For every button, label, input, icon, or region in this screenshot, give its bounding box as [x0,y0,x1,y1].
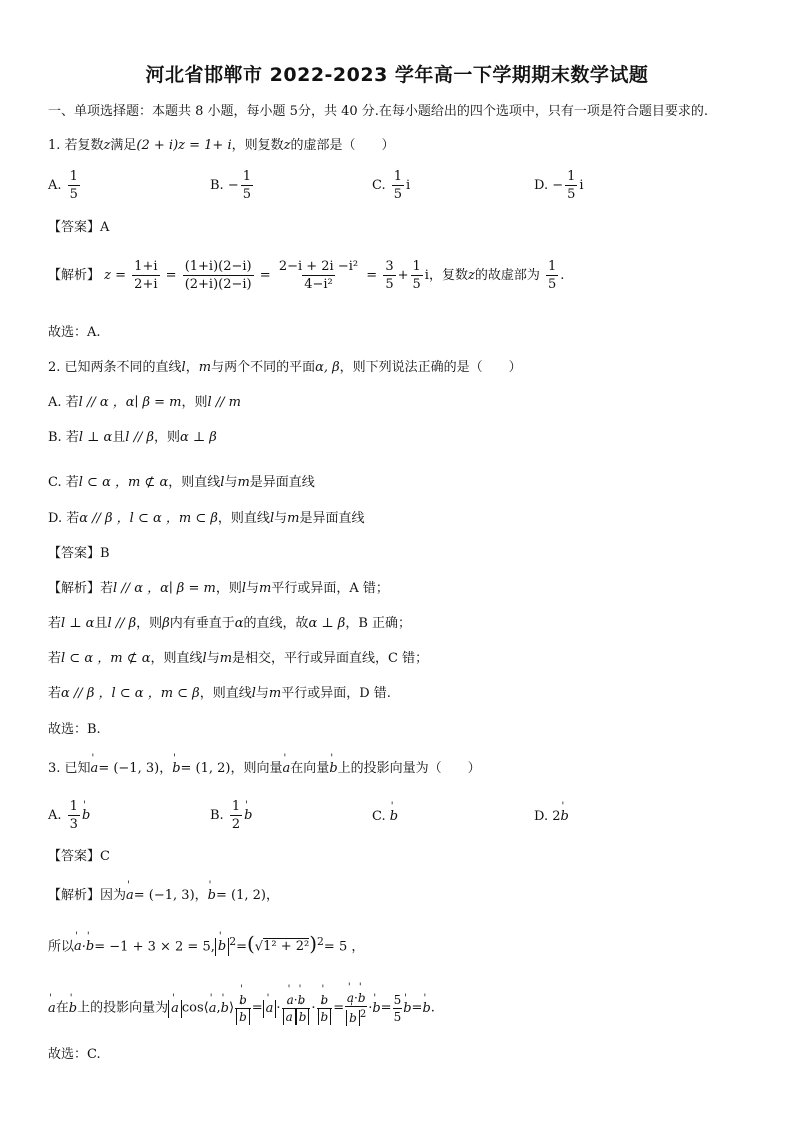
q1-option-d-i: i [579,178,584,193]
q2-stem: 2. 已知两条不同的直线l，m与两个不同的平面α, β，则下列说法正确的是（ ） [48,360,522,375]
q1-explanation-label: 【解析】 [48,268,101,283]
q1-explanation: 【解析】 z = $\frac{1+i}{2+i}$ = $\frac{(1+i)(2-i)}{(2+i)(2-i)}$ = $\frac{\text{2−i + 2i −i²}}{\text{4−i²}}$ = $\frac{3}{5}$ + $\frac{1}{5}$ i，复数z的故虚部为 $\frac{1}{5}$ . [48,259,565,292]
q3-answer: 【答案】C [48,849,110,864]
q3-option-a[interactable]: A. $\frac{1}{3}$ ' b [48,798,90,833]
q2-explanation-1: 【解析】若l // α ，α∣ β = m，则l与m平行或异面，A 错； [48,581,389,596]
q1-option-c[interactable] [372,168,410,203]
q3-explanation-2: 所以' a·' b= −1 + 3 × 2 = 5,' b $^2=(√1^2 + 2^2)^2= 5$ ， [48,933,364,956]
q2-option-b[interactable]: B. 若l ⊥ α且l // β，则α ⊥ β [48,430,217,445]
q1-stem-text: 1. 若复数 [48,138,104,153]
q1-expl-frac-4: $\frac{3}{5}$ [385,259,394,292]
q1-option-a-fraction: $\frac{1}{5}$ [69,169,78,202]
q3-option-d[interactable]: D. 2' b [534,808,569,826]
q1-stem-text-2: 满足 [110,138,137,153]
q1-stem-text-4: 的虚部是（ ） [290,138,395,153]
q2-answer: 【答案】B [48,546,110,561]
q1-option-b-label: B. [210,178,224,193]
q3-explanation-3: ' a在' b上的投影向量为' a cos⟨' a,' b⟩ ' b ' b =' a · ' a·' b ' a' b · ' b ' b = ' a·' b ' b $^2$ ·' b= $\frac{5}{5}$ ' b=' b. [48,990,435,1026]
q1-option-c-label: C. [372,178,386,193]
q1-expl-frac-3: $\frac{\text{2−i + 2i −i²}}{\text{4−i²}}$ [278,259,359,292]
q1-var-z-2: z [283,138,291,153]
q3-vector-a: ' a [91,760,99,778]
q2-option-c[interactable]: C. 若l ⊂ α ，m ⊄ α，则直线l与m是异面直线 [48,475,315,490]
page-title: 河北省邯郸市 2022-2023 学年高一下学期期末数学试题 [145,64,649,86]
q3-explanation-1: 【解析】因为' a= (−1, 3)，' b= (1, 2)， [48,887,279,905]
q1-expl-frac-1: $\frac{1+i}{2+i}$ [134,259,158,292]
q1-equation: (2 + i)z = 1+ i [136,138,232,153]
q1-option-d-fraction: $\frac{1}{5}$ [567,169,576,202]
q2-explanation-3: 若l ⊂ α ，m ⊄ α，则直线l与m是相交，平行或异面直线，C 错； [48,651,429,666]
q1-expl-z: z = [104,268,127,283]
q1-option-d[interactable] [534,168,584,203]
q1-option-b-fraction: $\frac{1}{5}$ [242,169,252,202]
q2-explanation-4: 若α // β ，l ⊂ α ，m ⊂ β，则直线l与m平行或异面，D 错. [48,686,391,701]
q1-option-b[interactable] [210,168,255,203]
q1-expl-frac-6: $\frac{1}{5}$ [547,259,557,292]
q1-option-c-i: i [406,178,411,193]
q2-option-d[interactable]: D. 若α // β ，l ⊂ α ，m ⊂ β，则直线l与m是异面直线 [48,511,365,526]
section-heading: 一、单项选择题：本题共 8 小题，每小题 5分，共 40 分.在每小题给出的四个选项中，只有一项是符合题目要求的. [48,104,709,119]
q1-option-c-fraction: $\frac{1}{5}$ [393,169,403,202]
q2-choose: 故选：B. [48,722,101,737]
q1-option-d-minus: − [552,178,564,193]
q1-answer: 【答案】A [48,220,110,235]
q1-option-a-label: A. [48,178,62,193]
q3-stem: 3. 已知' a= (−1, 3)，' b= (1, 2)，则向量' a在向量' b上的投影向量为（ ） [48,760,481,778]
q2-explanation-2: 若l ⊥ α且l // β，则β内有垂直于α的直线，故α ⊥ β，B 正确； [48,616,411,631]
q3-option-b[interactable]: B. $\frac{1}{2}$ ' b [210,798,252,833]
q1-stem [48,137,395,155]
q3-vector-b: ' b [172,760,180,778]
q2-option-a[interactable]: A. 若l // α ，α∣ β = m，则l // m [48,395,241,410]
q1-option-b-minus: − [227,178,239,193]
q3-option-c[interactable]: C. ' b [372,808,398,826]
q1-option-a[interactable] [48,168,82,203]
q3-choose: 故选：C. [48,1047,101,1062]
q1-stem-text-3: ，则复数 [231,138,284,153]
q1-choose: 故选：A. [48,325,101,340]
q1-expl-frac-2: $\frac{(1+i)(2-i)}{(2+i)(2-i)}$ [184,259,252,292]
q1-option-d-label: D. [534,178,549,193]
q1-expl-frac-5: $\frac{1}{5}$ [412,259,421,292]
q1-var-z: z [103,138,111,153]
